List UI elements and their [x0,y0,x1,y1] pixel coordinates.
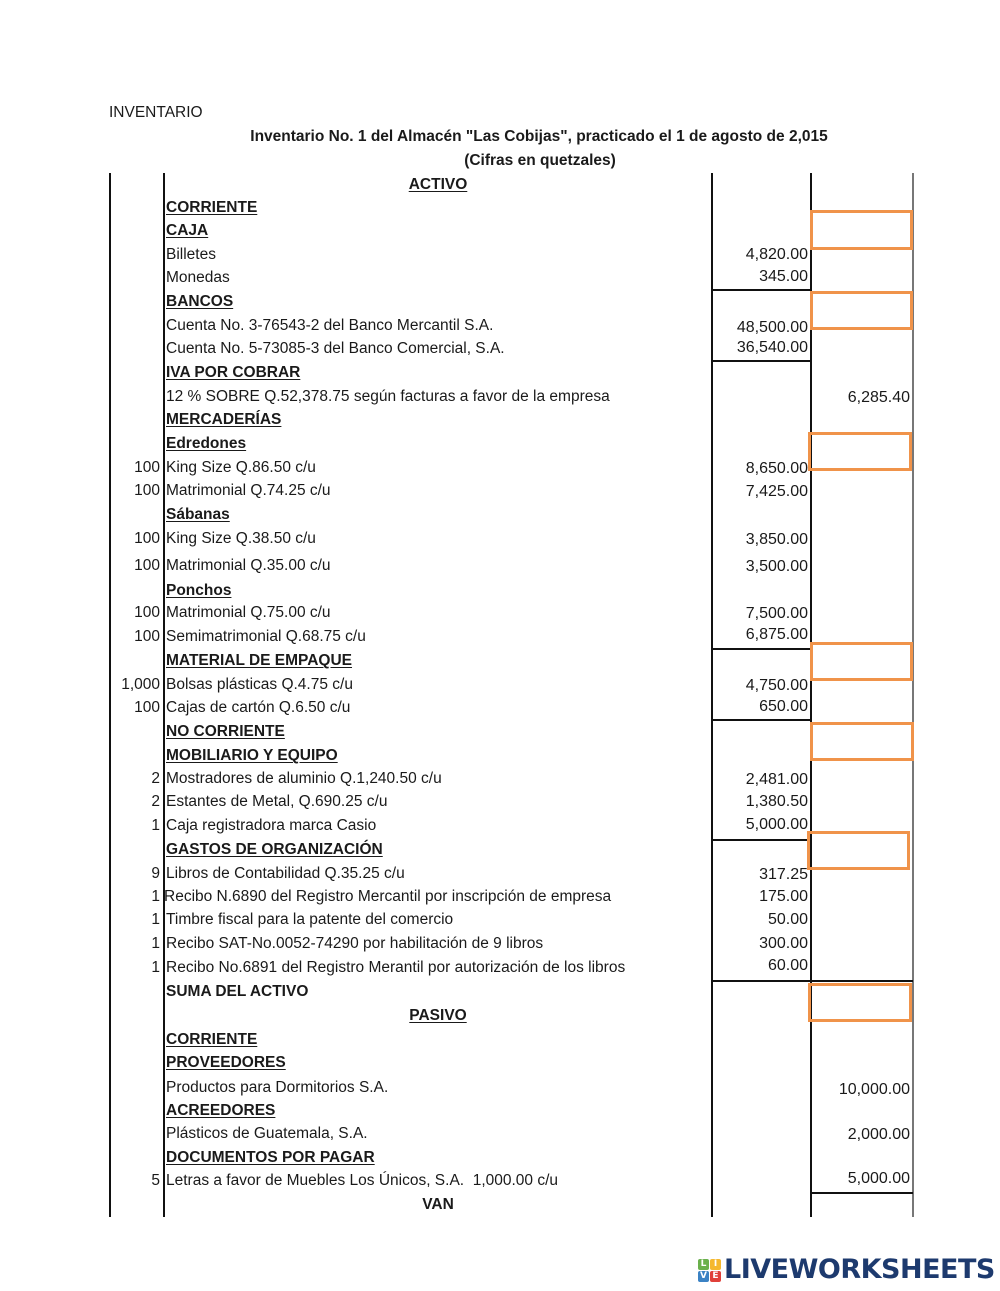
mercaderias-total-input[interactable] [808,432,912,471]
row-label: Libros de Contabilidad Q.35.25 c/u [166,865,405,882]
row-qty: 1 [151,888,160,905]
row-qty: 1 [151,959,160,976]
gastos-subtotal-line [711,980,913,982]
row-amount: 650.00 [759,698,808,715]
logo-tile-e: E [710,1271,721,1282]
row-label: Estantes de Metal, Q.690.25 c/u [166,793,388,810]
row-qty: 9 [151,865,160,882]
row-label: Matrimonial Q.35.00 c/u [166,557,331,574]
activo-corriente-label: CORRIENTE [166,199,258,216]
left-border-line [109,173,111,1217]
row-qty: 1 [151,935,160,952]
gastos-organizacion-total-input[interactable] [807,831,910,870]
row-amount: 6,875.00 [745,626,808,643]
row-qty: 1 [151,817,160,834]
row-qty: 5 [151,1172,160,1189]
row-label: Letras a favor de Muebles Los Únicos, S.A. 1,000.00 c/u [166,1172,559,1189]
row-total: 10,000.00 [838,1081,910,1098]
row-amount: 7,500.00 [745,605,808,622]
row-qty: 1,000 [121,676,160,693]
row-label: Bolsas plásticas Q.4.75 c/u [166,676,353,693]
row-label: Billetes [166,246,216,263]
bancos-subtotal-line [711,360,811,362]
caja-heading: CAJA [166,222,209,239]
mobiliario-subtotal-line [711,839,811,841]
row-qty: 100 [134,459,160,476]
material-empaque-total-input[interactable] [810,642,913,681]
material-empaque-heading: MATERIAL DE EMPAQUE [166,652,353,669]
suma-activo-label: SUMA DEL ACTIVO [166,983,309,1000]
bancos-total-input[interactable] [810,291,913,330]
row-amount: 36,540.00 [736,339,808,356]
row-label: 12 % SOBRE Q.52,378.75 según facturas a favor de la empresa [166,388,610,405]
row-amount: 8,650.00 [745,460,808,477]
row-amount: 5,000.00 [745,816,808,833]
row-amount: 3,500.00 [745,558,808,575]
row-label: Cuenta No. 5-73085-3 del Banco Comercial, S.A. [166,340,505,357]
live-tiles-icon [698,1259,721,1282]
logo-tile-l: L [698,1259,709,1270]
row-qty: 100 [134,530,160,547]
row-label: Semimatrimonial Q.68.75 c/u [166,628,366,645]
row-qty: 2 [151,770,160,787]
logo-tile-i: I [710,1259,721,1270]
acreedores-heading: ACREEDORES [166,1102,276,1119]
row-amount: 4,750.00 [745,677,808,694]
row-label: Mostradores de aluminio Q.1,240.50 c/u [166,770,442,787]
pasivo-heading: PASIVO [409,1007,467,1024]
row-amount: 300.00 [759,935,808,952]
row-label: Matrimonial Q.75.00 c/u [166,604,331,621]
row-label: Monedas [166,269,230,286]
row-amount: 2,481.00 [745,771,808,788]
row-total: 5,000.00 [847,1170,910,1187]
liveworksheets-logo [698,1256,995,1284]
row-qty: 1 [151,911,160,928]
row-label: Recibo No.6891 del Registro Merantil por autorización de los libros [166,959,626,976]
edredones-heading: Edredones [166,435,247,452]
caja-subtotal-line [711,289,811,291]
row-label: Timbre fiscal para la patente del comercio [166,911,454,928]
row-qty: 100 [134,604,160,621]
bancos-heading: BANCOS [166,293,234,310]
ponchos-heading: Ponchos [166,582,232,599]
row-label: Productos para Dormitorios S.A. [166,1079,389,1096]
row-qty: 2 [151,793,160,810]
row-amount: 60.00 [767,957,808,974]
section-label: INVENTARIO [109,104,203,121]
row-label: Plásticos de Guatemala, S.A. [166,1125,368,1142]
activo-heading: ACTIVO [408,176,468,193]
sabanas-heading: Sábanas [166,506,230,523]
row-label: Recibo N.6890 del Registro Mercantil por inscripción de empresa [164,888,612,905]
suma-activo-input[interactable] [808,983,912,1022]
row-amount: 7,425.00 [745,483,808,500]
row-label: Recibo SAT-No.0052-74290 por habilitación de 9 libros [166,935,544,952]
row-qty: 100 [134,557,160,574]
row-qty: 100 [134,482,160,499]
row-qty: 100 [134,628,160,645]
pasivo-subtotal-line [810,1192,913,1194]
row-label: Caja registradora marca Casio [166,817,377,834]
activo-no-corriente-label: NO CORRIENTE [166,723,285,740]
row-label: Cajas de cartón Q.6.50 c/u [166,699,351,716]
row-total: 6,285.40 [847,389,910,406]
qty-divider-line [163,173,165,1217]
row-amount: 175.00 [759,888,808,905]
gastos-organizacion-heading: GASTOS DE ORGANIZACIÓN [166,841,383,858]
row-amount: 317.25 [759,866,808,883]
van-label: VAN [422,1196,454,1213]
iva-heading: IVA POR COBRAR [166,364,301,381]
row-label: Cuenta No. 3-76543-2 del Banco Mercantil S.A. [166,317,494,334]
row-amount: 345.00 [759,268,808,285]
mobiliario-heading: MOBILIARIO Y EQUIPO [166,747,338,764]
row-qty: 100 [134,699,160,716]
row-amount: 3,850.00 [745,531,808,548]
row-amount: 1,380.50 [745,793,808,810]
row-amount: 4,820.00 [745,246,808,263]
row-label: King Size Q.86.50 c/u [166,459,316,476]
page-title: Inventario No. 1 del Almacén "Las Cobijas", practicado el 1 de agosto de 2,015 [250,128,828,145]
mobiliario-total-input[interactable] [810,722,914,761]
caja-total-input[interactable] [810,210,913,250]
proveedores-heading: PROVEEDORES [166,1054,286,1071]
row-label: King Size Q.38.50 c/u [166,530,316,547]
row-amount: 50.00 [767,911,808,928]
empaque-subtotal-line [711,719,811,721]
logo-tile-v: V [698,1271,709,1282]
page-subtitle: (Cifras en quetzales) [464,152,616,169]
row-label: Matrimonial Q.74.25 c/u [166,482,331,499]
documentos-heading: DOCUMENTOS POR PAGAR [166,1149,375,1166]
mercaderias-subtotal-line [711,648,811,650]
pasivo-corriente-label: CORRIENTE [166,1031,258,1048]
logo-wordmark: LIVEWORKSHEETS [724,1254,995,1285]
row-total: 2,000.00 [847,1126,910,1143]
row-amount: 48,500.00 [736,319,808,336]
mercaderias-heading: MERCADERÍAS [166,411,282,428]
